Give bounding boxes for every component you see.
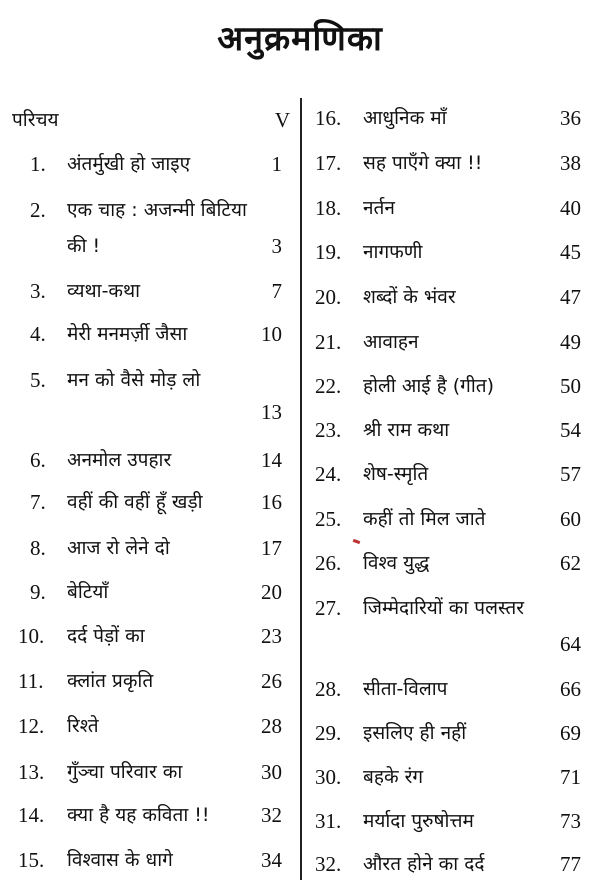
toc-entry-title: शब्दों के भंवर xyxy=(363,286,456,308)
toc-entry-page: 40 xyxy=(560,196,581,220)
toc-entry-title: विश्वास के धागे xyxy=(67,849,173,871)
toc-entry-number: 19. xyxy=(315,240,342,264)
toc-entry[interactable] xyxy=(30,198,282,258)
toc-entry-page: 28 xyxy=(261,714,282,738)
toc-entry-title: इसलिए ही नहीं xyxy=(363,722,467,744)
page-title: अनुक्रमणिका xyxy=(217,19,383,59)
toc-entry-page: 34 xyxy=(261,848,282,872)
toc-entry-title: जिम्मेदारियों का पलस्तर xyxy=(363,597,524,619)
toc-entry-title: मर्यादा पुरुषोत्तम xyxy=(363,810,474,832)
toc-entry-page: 14 xyxy=(261,448,282,472)
toc-entry-number: 26. xyxy=(315,551,342,575)
toc-entry-number: 22. xyxy=(315,374,342,398)
toc-entry-title: बहके रंग xyxy=(363,766,424,788)
toc-entry-title: आवाहन xyxy=(363,331,419,353)
toc-entry-page: 50 xyxy=(560,374,581,398)
toc-entry-number: 20. xyxy=(315,285,342,309)
toc-entry-title: विश्व युद्ध xyxy=(363,552,430,574)
toc-entry-title: व्यथा-कथा xyxy=(67,280,141,302)
toc-entry-title: मन को वैसे मोड़ लो xyxy=(67,369,201,391)
toc-entry-title: क्या है यह कविता !! xyxy=(67,804,210,826)
toc-entry-page: 66 xyxy=(560,677,581,701)
toc-entry-page: 38 xyxy=(560,151,581,175)
toc-entry-title: रिश्ते xyxy=(67,715,99,737)
toc-entry-number: 13. xyxy=(18,760,45,784)
toc-entry-page: 7 xyxy=(271,279,282,303)
toc-entry-title: वहीं की वहीं हूँ खड़ी xyxy=(67,491,203,513)
toc-entry-number: 28. xyxy=(315,677,342,701)
toc-entry-title: एक चाह : अजन्मी बिटिया xyxy=(67,199,247,221)
toc-entry-page: 77 xyxy=(560,852,581,876)
toc-entry-page: 32 xyxy=(261,803,282,827)
toc-entry-title: गुँञ्चा परिवार का xyxy=(67,761,183,783)
toc-entry-page: 36 xyxy=(560,106,581,130)
toc-entry-number: 5. xyxy=(30,368,46,392)
toc-entry-page: 47 xyxy=(560,285,581,309)
toc-entry-number: 6. xyxy=(30,448,46,472)
toc-entry-title: बेटियाँ xyxy=(67,581,109,603)
toc-entry[interactable] xyxy=(315,596,581,660)
toc-entry-title: कहीं तो मिल जाते xyxy=(363,508,486,530)
toc-entry-title: दर्द पेड़ों का xyxy=(67,625,145,647)
toc-entry-title: परिचय xyxy=(12,109,59,131)
toc-entry-page: 57 xyxy=(560,462,581,486)
toc-entry-number: 15. xyxy=(18,848,45,872)
toc-entry-number: 3. xyxy=(30,279,46,303)
toc-entry-page: 73 xyxy=(560,809,581,833)
toc-entry-page: 54 xyxy=(560,418,581,442)
toc-entry-title: अंतर्मुखी हो जाइए xyxy=(67,153,191,175)
toc-entry-page: 69 xyxy=(560,721,581,745)
toc-entry-page: 60 xyxy=(560,507,581,531)
toc-entry-number: 8. xyxy=(30,536,46,560)
column-divider xyxy=(300,98,302,880)
toc-entry-page: 13 xyxy=(261,400,282,424)
toc-entry-title-continued: की ! xyxy=(67,235,101,257)
toc-entry-number: 21. xyxy=(315,330,342,354)
toc-entry-title: श्री राम कथा xyxy=(363,419,450,441)
toc-entry-title: औरत होने का दर्द xyxy=(363,853,485,875)
toc-entry-number: 17. xyxy=(315,151,342,175)
toc-entry-number: 11. xyxy=(18,669,44,693)
toc-entry-number: 4. xyxy=(30,322,46,346)
toc-entry-page: 23 xyxy=(261,624,282,648)
toc-entry-page: 1 xyxy=(271,152,282,176)
toc-entry-page: 3 xyxy=(271,234,282,258)
toc-entry-page: 71 xyxy=(560,765,581,789)
toc-entry-number: 24. xyxy=(315,462,342,486)
toc-entry[interactable] xyxy=(30,368,282,428)
toc-entry-page: 64 xyxy=(560,632,581,656)
toc-entry-number: 12. xyxy=(18,714,45,738)
toc-entry-title: सीता-विलाप xyxy=(363,678,448,700)
toc-entry-title: नागफणी xyxy=(363,241,423,263)
toc-entry-number: 29. xyxy=(315,721,342,745)
toc-entry-page: 62 xyxy=(560,551,581,575)
toc-entry-page: 30 xyxy=(261,760,282,784)
ink-mark xyxy=(353,539,361,544)
toc-entry-title: आज रो लेने दो xyxy=(67,537,170,559)
toc-entry-number: 31. xyxy=(315,809,342,833)
toc-entry-page: V xyxy=(274,108,290,132)
toc-entry-title: होली आई है (गीत) xyxy=(363,375,495,397)
toc-entry-number: 25. xyxy=(315,507,342,531)
toc-entry-page: 20 xyxy=(261,580,282,604)
toc-entry-title: शेष-स्मृति xyxy=(363,463,429,485)
toc-entry-number: 2. xyxy=(30,198,46,222)
toc-entry-page: 17 xyxy=(261,536,282,560)
toc-entry-title: नर्तन xyxy=(363,197,395,219)
toc-entry-page: 10 xyxy=(261,322,282,346)
toc-entry-number: 14. xyxy=(18,803,45,827)
toc-entry-page: 45 xyxy=(560,240,581,264)
toc-entry-number: 18. xyxy=(315,196,342,220)
toc-entry-number: 10. xyxy=(18,624,45,648)
toc-entry-number: 27. xyxy=(315,596,342,620)
toc-entry-number: 30. xyxy=(315,765,342,789)
toc-entry-number: 32. xyxy=(315,852,342,876)
toc-entry-title: मेरी मनमर्ज़ी जैसा xyxy=(67,323,188,345)
toc-entry-number: 23. xyxy=(315,418,342,442)
toc-entry-page: 16 xyxy=(261,490,282,514)
toc-entry-title: आधुनिक माँ xyxy=(363,107,447,129)
toc-entry-number: 7. xyxy=(30,490,46,514)
toc-entry-title: सह पाएँगे क्या !! xyxy=(363,152,483,174)
toc-entry-number: 16. xyxy=(315,106,342,130)
toc-entry-number: 1. xyxy=(30,152,46,176)
toc-entry-title: अनमोल उपहार xyxy=(67,449,172,471)
toc-entry-number: 9. xyxy=(30,580,46,604)
toc-entry-page: 26 xyxy=(261,669,282,693)
toc-entry-title: क्लांत प्रकृति xyxy=(67,670,154,692)
toc-entry-page: 49 xyxy=(560,330,581,354)
